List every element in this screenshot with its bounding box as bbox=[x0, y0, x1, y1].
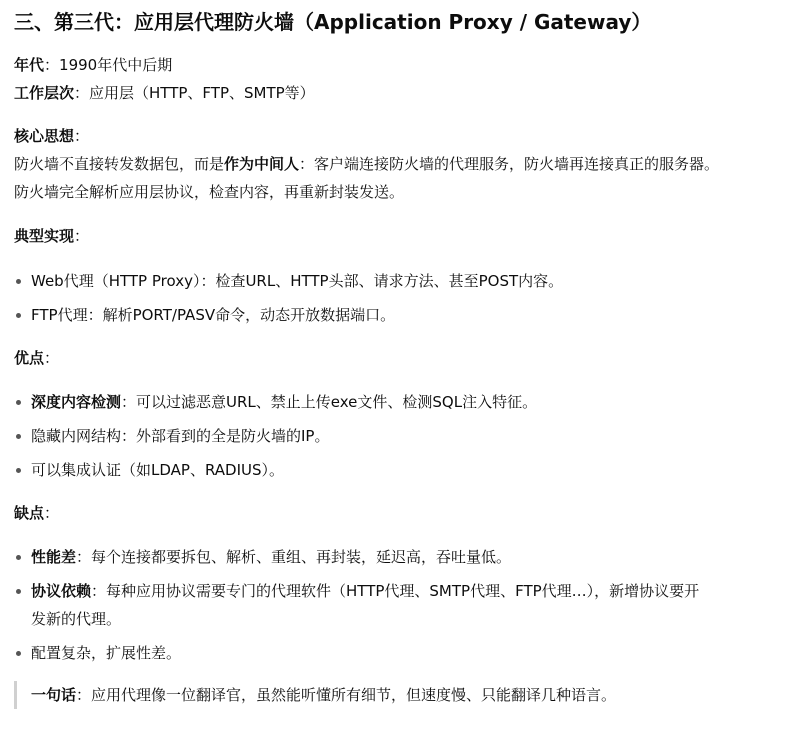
implementations-heading: 典型实现： bbox=[14, 227, 90, 245]
implementations-title: 典型实现 bbox=[14, 227, 75, 245]
list-item-text: ：每个连接都要拆包、解析、重组、再封装，延迟高，吞吐量低。 bbox=[76, 548, 512, 566]
core-idea-line-1-bold: 作为中间人 bbox=[224, 155, 300, 173]
list-item-text: ：可以过滤恶意URL、禁止上传exe文件、检测SQL注入特征。 bbox=[121, 393, 538, 411]
core-idea-title: 核心思想 bbox=[14, 127, 75, 145]
list-item-text: 可以集成认证（如LDAP、RADIUS）。 bbox=[31, 461, 285, 479]
era-value: 1990年代中后期 bbox=[59, 56, 173, 74]
list-item-bold: 深度内容检测 bbox=[31, 393, 122, 411]
core-idea-line-2: 防火墙完全解析应用层协议，检查内容，再重新封装发送。 bbox=[14, 183, 405, 201]
core-idea-line-1-suffix: ：客户端连接防火墙的代理服务，防火墙再连接真正的服务器。 bbox=[299, 155, 720, 173]
core-idea-heading: 核心思想： bbox=[14, 127, 90, 145]
list-item bbox=[14, 543, 770, 571]
list-item-bold: 性能差 bbox=[31, 548, 77, 566]
list-item bbox=[14, 388, 770, 416]
list-item-bold: 协议依赖 bbox=[31, 582, 92, 600]
pros-list bbox=[14, 388, 770, 484]
cons-list bbox=[14, 543, 770, 667]
core-idea-line-1 bbox=[14, 150, 770, 178]
pros-title: 优点 bbox=[14, 349, 45, 367]
summary-text: ：应用代理像一位翻译官，虽然能听懂所有细节，但速度慢、只能翻译几种语言。 bbox=[76, 686, 617, 704]
layer-value: 应用层（HTTP、FTP、SMTP等） bbox=[89, 84, 315, 102]
list-item-text: 配置复杂，扩展性差。 bbox=[31, 644, 182, 662]
pros-heading: 优点： bbox=[14, 349, 60, 367]
list-item bbox=[14, 456, 770, 484]
cons-title: 缺点 bbox=[14, 504, 45, 522]
layer-label: 工作层次 bbox=[14, 84, 75, 102]
list-item bbox=[14, 639, 770, 667]
list-item-text: Web代理（HTTP Proxy）：检查URL、HTTP头部、请求方法、甚至POST内容。 bbox=[31, 272, 564, 290]
list-item bbox=[14, 422, 770, 450]
section-title: 三、第三代：应用层代理防火墙（Application Proxy / Gateway） bbox=[14, 10, 652, 34]
era-label: 年代 bbox=[14, 56, 45, 74]
list-item-text: FTP代理：解析PORT/PASV命令，动态开放数据端口。 bbox=[31, 306, 396, 324]
cons-heading: 缺点： bbox=[14, 504, 60, 522]
list-item-text-continued: 发新的代理。 bbox=[31, 610, 122, 628]
list-item bbox=[14, 301, 770, 329]
list-item bbox=[14, 267, 770, 295]
list-item bbox=[14, 577, 770, 633]
list-item-text: ：每种应用协议需要专门的代理软件（HTTP代理、SMTP代理、FTP代理…），新增协议要开 bbox=[91, 582, 700, 600]
list-item-text: 隐藏内网结构：外部看到的全是防火墙的IP。 bbox=[31, 427, 330, 445]
meta-block bbox=[14, 51, 770, 107]
summary-quote bbox=[14, 681, 770, 709]
implementations-list bbox=[14, 267, 770, 329]
core-idea-line-1-prefix: 防火墙不直接转发数据包，而是 bbox=[14, 155, 225, 173]
layer-line: 工作层次：应用层（HTTP、FTP、SMTP等） bbox=[14, 84, 315, 102]
summary-bold: 一句话 bbox=[31, 686, 77, 704]
era-line: 年代：1990年代中后期 bbox=[14, 56, 173, 74]
